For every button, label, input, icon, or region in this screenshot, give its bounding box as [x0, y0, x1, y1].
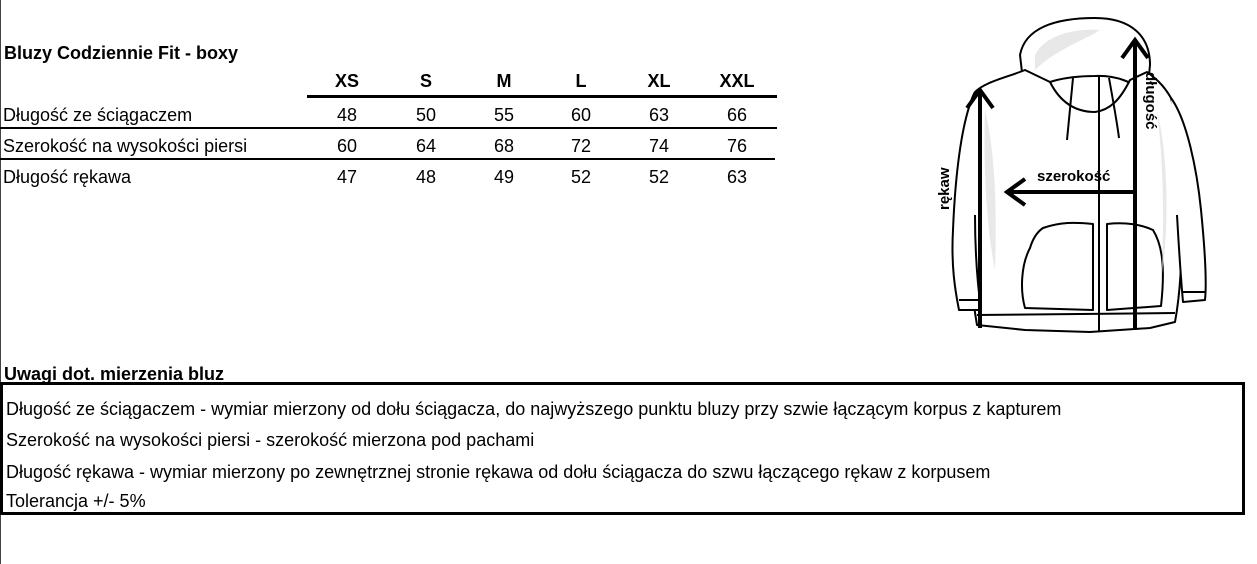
table-cell: 60 — [570, 105, 592, 125]
table-cell: 47 — [336, 167, 358, 187]
size-table — [0, 68, 777, 191]
hoodie-diagram — [925, 10, 1225, 340]
notes-box — [0, 382, 1245, 515]
table-cell: 76 — [726, 136, 748, 156]
notes-title: Uwagi dot. mierzenia bluz — [4, 364, 225, 384]
size-header-l: L — [575, 71, 587, 91]
row-label: Długość rękawa — [3, 167, 132, 187]
sleeve-label: rękaw — [936, 167, 953, 210]
table-row-rekaw — [0, 160, 777, 191]
table-cell: 48 — [336, 105, 358, 125]
row-label: Długość ze ściągaczem — [3, 105, 193, 125]
hoodie-illustration — [925, 10, 1225, 340]
table-cell: 63 — [648, 105, 670, 125]
table-cell: 55 — [493, 105, 515, 125]
table-cell: 49 — [493, 167, 515, 187]
table-cell: 64 — [415, 136, 437, 156]
table-row-dlugosc — [0, 98, 777, 129]
page-title: Bluzy Codziennie Fit - boxy — [4, 43, 239, 63]
table-cell: 50 — [415, 105, 437, 125]
table-row-szerokosc — [0, 129, 777, 160]
size-header-xl: XL — [647, 71, 671, 91]
note-line: Szerokość na wysokości piersi - szerokość mierzona pod pachami — [6, 430, 535, 450]
table-cell: 52 — [570, 167, 592, 187]
table-cell: 60 — [336, 136, 358, 156]
table-cell: 52 — [648, 167, 670, 187]
note-line: Długość ze ściągaczem - wymiar mierzony od dołu ściągacza, do najwyższego punktu bluzy przy szwie łączącym korpus z kapturem — [6, 399, 1062, 419]
size-header-s: S — [419, 71, 432, 91]
table-cell: 68 — [493, 136, 515, 156]
table-cell: 72 — [570, 136, 592, 156]
note-line: Długość rękawa - wymiar mierzony po zewnętrznej stronie rękawa od dołu ściągacza do szwu łączącego rękaw z korpusem — [6, 462, 991, 482]
size-header-row — [307, 68, 777, 98]
width-label: szerokość — [1037, 168, 1111, 185]
table-cell: 48 — [415, 167, 437, 187]
size-header-xxl: XXL — [719, 71, 755, 91]
row-label: Szerokość na wysokości piersi — [3, 136, 248, 156]
table-cell: 63 — [726, 167, 748, 187]
size-header-xs: XS — [334, 71, 359, 91]
table-cell: 74 — [648, 136, 670, 156]
table-cell: 66 — [726, 105, 748, 125]
note-line: Tolerancja +/- 5% — [6, 491, 146, 511]
length-label: długość — [1142, 72, 1159, 130]
size-header-m: M — [496, 71, 512, 91]
